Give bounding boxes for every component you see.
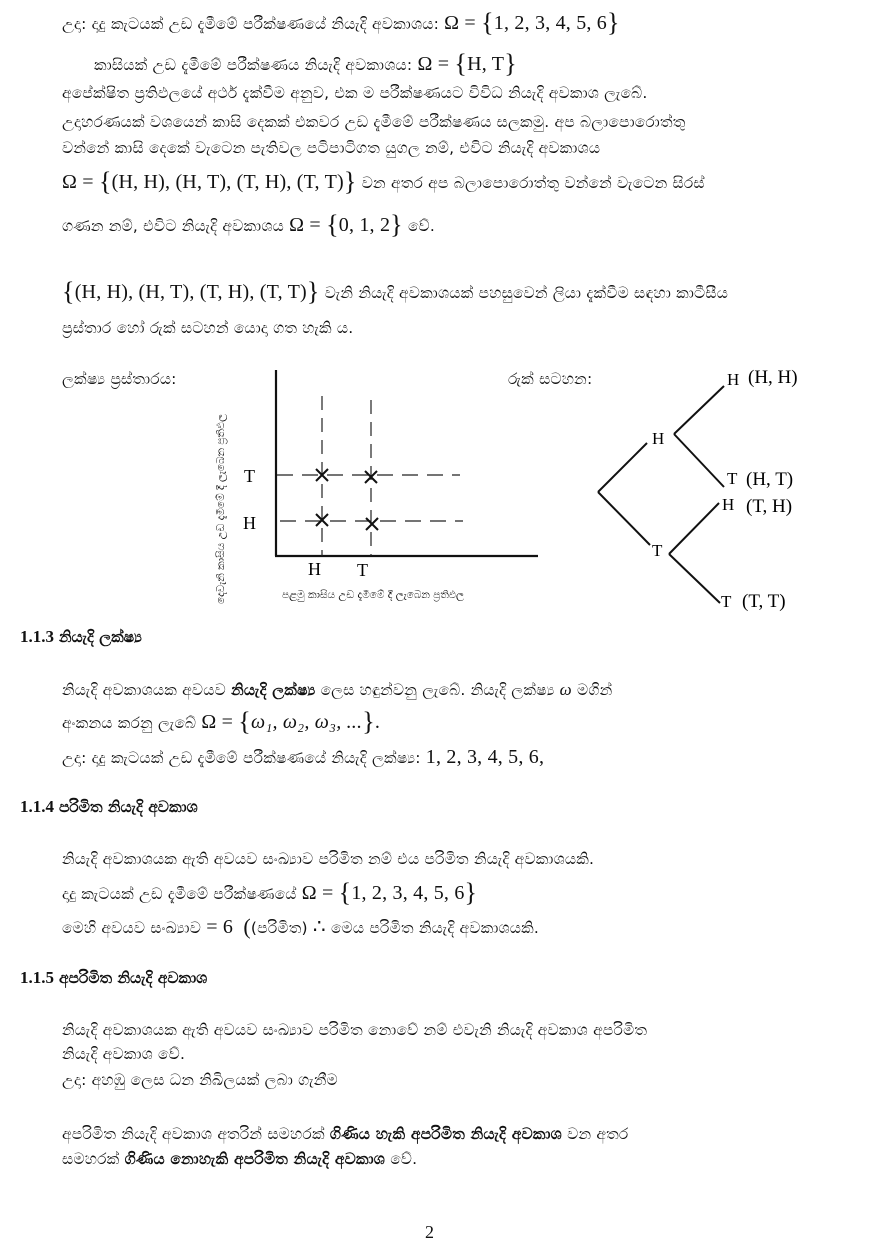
text-run: අපරිමිත නියැදි අවකාශ අතරින් සමහරක් xyxy=(62,1125,325,1143)
coin-sample-set: H, T xyxy=(467,53,505,75)
pairs-sample-set: (H, H), (H, T), (T, H), (T, T) xyxy=(111,171,344,193)
tree-branches xyxy=(598,386,724,603)
point-markers xyxy=(316,469,378,530)
tree-leaf-node-1: H xyxy=(727,370,740,389)
branch-h-h xyxy=(674,386,724,434)
heads-omega: Ω = xyxy=(289,214,327,236)
heads-sample-set: 0, 1, 2 xyxy=(338,214,391,236)
section-heading-1-1-4 xyxy=(20,797,198,817)
period: . xyxy=(374,711,381,733)
grid-diagram-title: ලක්ෂ්‍ය ප්‍රස්තාරය: xyxy=(62,370,177,388)
die-set: 1, 2, 3, 4, 5, 6 xyxy=(351,882,465,904)
tree-leaf-node-3: H xyxy=(722,495,735,514)
close-brace: } xyxy=(607,8,620,37)
count-equals: = 6 xyxy=(206,916,234,938)
section-number: 1.1.4 xyxy=(20,797,54,816)
die-sample-set: 1, 2, 3, 4, 5, 6 xyxy=(493,12,607,34)
sample-points-set: ω₁, ω₂, ω₃, ... xyxy=(250,711,363,733)
branch-h-t xyxy=(674,434,724,487)
tree-leaf-outcome-3: (T, H) xyxy=(746,496,793,517)
section-113-line-1 xyxy=(62,680,612,700)
finite-label: (පරිමිත) xyxy=(250,919,308,937)
coin-example-label: කාසියක් උඩ දැමීමේ පරීක්ෂණය නියැදි අවකාශය: xyxy=(94,56,413,74)
y-tick-t: T xyxy=(244,466,255,486)
intro-paragraph-line-3: වන්නේ කාසි දෙකේ වැටෙන පැතිවල පටිපාටිගත යුගල නම්, එවිට නියැදි අවකාශය xyxy=(62,139,601,157)
heads-line-prefix: ගණන නම්, එවිට නියැදි අවකාශය xyxy=(62,217,284,235)
pairs-tail-text: වන අතර අප බලාපොරොත්තු වන්නේ වැටෙන සිරස් xyxy=(361,174,705,192)
bold-term: ගිණිය නොහැකි අපරිමිත නියැදි අවකාශ xyxy=(124,1150,386,1168)
open-brace: { xyxy=(98,167,112,196)
section-title: අපරිමිත නියැදි අවකාශ xyxy=(58,969,208,987)
open-brace: { xyxy=(326,210,339,239)
open-brace: { xyxy=(338,878,352,907)
open-brace: { xyxy=(62,277,75,306)
text-run: මෙහි අවයව සංඛ්‍යාව xyxy=(62,919,202,937)
intro-paragraph-line-1: අපේක්ෂිත ප්‍රතිඵලයේ අර්ථ දැක්වීම අනුව, එක ම පරීක්ෂණයට විවිධ නියැදි අවකාශ ලැබේ. xyxy=(62,84,648,102)
bold-term: නියැදි ලක්ෂ්‍ය xyxy=(231,681,316,699)
y-axis-label: දෙවැනි කාසිය උඩ දැමීමේ දී ලැබෙන ප්‍රතිඵල xyxy=(215,413,227,604)
section-115-line-1: නියැදි අවකාශයක ඇති අවයව සංඛ්‍යාව පරිමිත නොවේ නම් එවැනි නියැදි අවකාශ අපරිමිත xyxy=(62,1021,648,1039)
section-number: 1.1.5 xyxy=(20,968,54,987)
section-114-line-3 xyxy=(62,914,539,940)
branch-root-t xyxy=(598,492,650,545)
branch-t-t xyxy=(669,554,720,603)
section-heading-1-1-5 xyxy=(20,968,207,988)
text-run: මගින් xyxy=(577,681,613,699)
text-run: සමහරක් xyxy=(62,1150,120,1168)
section-114-line-1: නියැදි අවකාශයක ඇති අවයව සංඛ්‍යාව පරිමිත නම් එය පරිමිත නියැදි අවකාශයකි. xyxy=(62,850,595,868)
cartesian-grid-diagram xyxy=(0,0,883,620)
tree-leaf-outcome-2: (H, T) xyxy=(746,469,794,490)
bold-term: ගිණිය හැකි අපරිමිත නියැදි අවකාශ xyxy=(329,1125,562,1143)
close-brace: } xyxy=(504,49,517,78)
section-115-line-2: නියැදි අවකාශ වේ. xyxy=(62,1045,186,1063)
omega-equals: Ω = xyxy=(201,711,239,733)
section-115-para2-line-1 xyxy=(62,1125,628,1144)
point-t-h xyxy=(366,518,378,530)
text-run: දාදු කැටයක් උඩ දැමීමේ පරීක්ෂණයේ xyxy=(62,885,297,903)
section-number: 1.1.3 xyxy=(20,627,54,646)
representation-set: (H, H), (H, T), (T, H), (T, T) xyxy=(74,281,307,303)
tree-node-t: T xyxy=(652,541,663,560)
open-brace: { xyxy=(238,707,251,736)
x-tick-h: H xyxy=(308,559,321,579)
close-brace: } xyxy=(362,707,375,736)
x-axis-label: පළමු කාසිය උඩ දැමීමේ දී ලැබෙන ප්‍රතිඵල xyxy=(282,589,465,601)
heads-suffix: වේ. xyxy=(407,217,436,235)
close-brace: } xyxy=(464,878,478,907)
tree-node-h: H xyxy=(652,429,665,448)
example-values: 1, 2, 3, 4, 5, 6, xyxy=(425,746,545,768)
therefore-symbol: ∴ xyxy=(312,916,326,938)
y-tick-h: H xyxy=(243,513,256,533)
intro-paragraph-line-2: උදාහරණයක් වශයෙන් කාසි දෙකක් එකවර උඩ දැමීමේ පරීක්ෂණය සලකමු. අප බලාපොරොත්තු xyxy=(62,113,686,131)
text-run: මෙය පරිමිත නියැදි අවකාශයකි. xyxy=(330,919,540,937)
open-brace: { xyxy=(481,8,494,37)
die-omega: Ω = xyxy=(444,12,482,34)
section-113-example xyxy=(62,746,544,769)
tree-leaf-node-2: T xyxy=(727,469,738,488)
section-title: නියැදි ලක්ෂ්‍ය xyxy=(58,628,142,646)
text-run: ලෙස හඳුන්වනු ලැබේ. නියැදි ලක්ෂ්‍ය xyxy=(320,681,555,699)
close-brace: } xyxy=(343,167,357,196)
x-tick-t: T xyxy=(357,560,368,580)
omega-symbol: ω xyxy=(559,680,572,699)
tree-diagram-title: රුක් සටහන: xyxy=(508,370,593,388)
pairs-omega: Ω = xyxy=(62,171,99,193)
section-115-example: උදා: අහඹු ලෙස ධන නිඛිලයක් ලබා ගැනීම xyxy=(62,1071,338,1089)
tree-leaf-outcome-4: (T, T) xyxy=(742,591,786,612)
open-paren: ( xyxy=(243,914,251,939)
text-run: අංකනය කරනු ලැබේ xyxy=(62,714,197,732)
omega-equals: Ω = xyxy=(301,882,339,904)
branch-t-h xyxy=(669,503,719,554)
close-brace: } xyxy=(306,277,320,306)
coin-omega: Ω = xyxy=(417,53,455,75)
tree-leaf-outcome-1: (H, H) xyxy=(748,367,798,388)
section-title: පරිමිත නියැදි අවකාශ xyxy=(58,798,198,816)
section-heading-1-1-3 xyxy=(20,627,142,647)
text-run: නියැදි අවකාශයක අවයව xyxy=(62,681,226,699)
section-114-line-2 xyxy=(62,878,477,908)
die-example-label: උදා: දාදු කැටයක් උඩ දැමීමේ පරීක්ෂණයේ නියැදි අවකාශය: xyxy=(62,15,440,33)
close-brace: } xyxy=(390,210,403,239)
open-brace: { xyxy=(454,49,468,78)
page-number: 2 xyxy=(425,1222,434,1242)
section-115-para2-line-2 xyxy=(62,1150,417,1169)
text-run: වේ. xyxy=(390,1150,418,1168)
representation-line-2: ප්‍රස්තාර හෝ රුක් සටහන් යොදා ගත හැකි ය. xyxy=(62,319,354,337)
text-run: වන අතර xyxy=(567,1125,629,1143)
branch-root-h xyxy=(598,443,647,492)
example-label: උදා: දාදු කැටයක් උඩ දැමීමේ පරීක්ෂණයේ නියැදි ලක්ෂ්‍ය: xyxy=(62,749,421,767)
tree-leaf-node-4: T xyxy=(721,592,732,611)
representation-tail: වැනි නියැදි අවකාශයක් පහසුවෙන් ලියා දැක්වීම සඳහා කාටීසීය xyxy=(324,284,729,302)
section-113-line-2 xyxy=(62,707,380,737)
